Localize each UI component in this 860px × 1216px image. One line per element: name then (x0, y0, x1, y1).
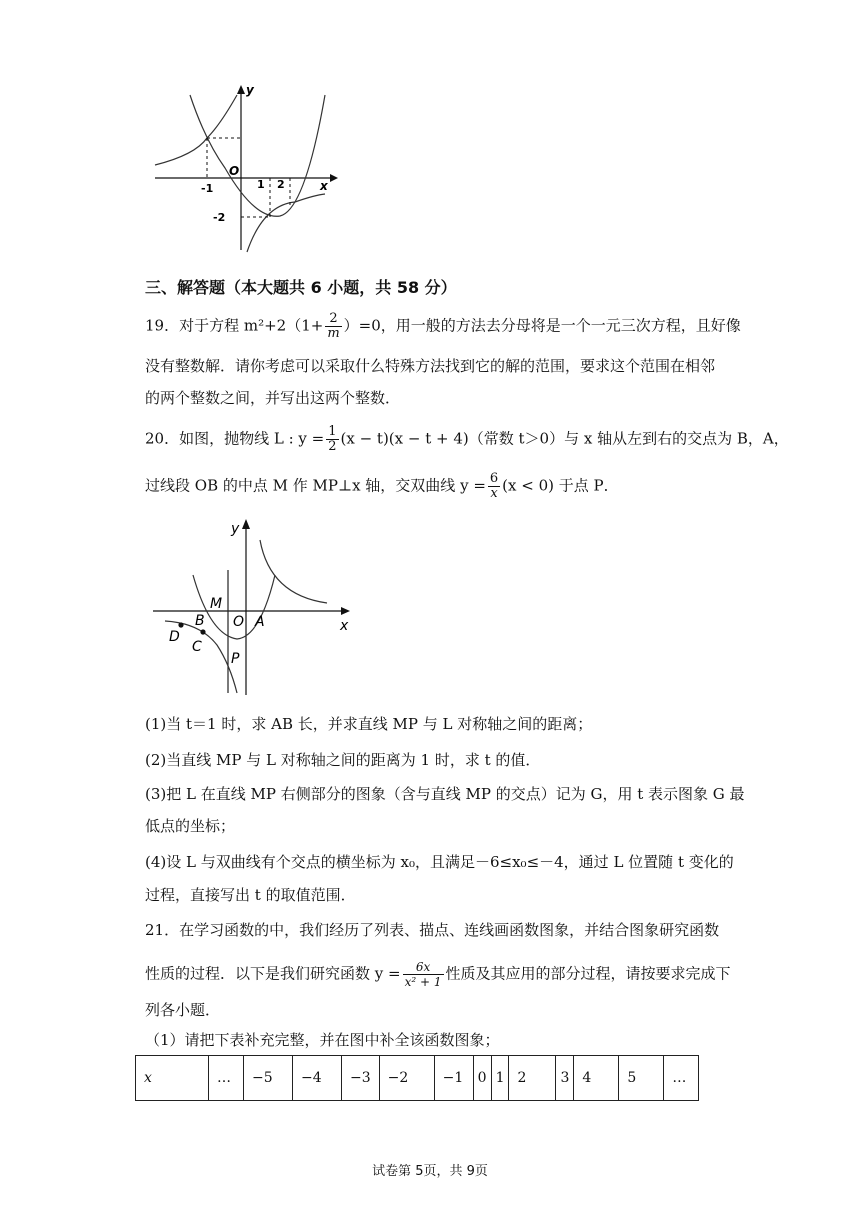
value-table (135, 1055, 699, 1101)
x-axis-arrow (341, 607, 350, 615)
graph1-tick-2: 2 (277, 178, 285, 191)
q19-line-1: 19．对于方程 m²+2（1+ $\frac{2}{m}$ ）=0，用一般的方法去分母将是一个一元三次方程，且好像 (145, 311, 741, 341)
q20-part-4-line-2: 过程，直接写出 t 的取值范围． (145, 886, 356, 904)
graph1-x-label: x (320, 179, 328, 193)
point-c (200, 629, 205, 634)
q20-fraction-1: $\frac{1}{2}$ (328, 424, 337, 454)
section-title: 三、解答题（本大题共 6 小题，共 58 分） (145, 278, 457, 297)
table-cell: −5 (244, 1056, 293, 1101)
parabola-curve (190, 95, 325, 216)
table-cell: 4 (574, 1056, 619, 1101)
graph2-label-c: C (192, 639, 202, 655)
graph2-label-o: O (233, 614, 245, 630)
table-cell: −1 (434, 1056, 473, 1101)
x-axis-arrow (330, 174, 338, 182)
table-cell: … (664, 1056, 699, 1101)
q21-line-3: 列各小题． (145, 1001, 221, 1019)
q19-fraction: $\frac{2}{m}$ (327, 311, 340, 341)
table-cell: 2 (509, 1056, 556, 1101)
table-cell: … (209, 1056, 244, 1101)
graph2-y-label: y (231, 521, 240, 537)
graph1-tick-neg2: -2 (213, 211, 226, 224)
table-cell: 0 (473, 1056, 491, 1101)
table-cell: x (136, 1056, 209, 1101)
graph2-label-a: A (255, 614, 265, 630)
table-cell: −2 (379, 1056, 434, 1101)
q20-part-3-line-1: (3)把 L 在直线 MP 右侧部分的图象（含与直线 MP 的交点）记为 G，用 t 表示图象 G 最 (145, 785, 745, 803)
q20-part-2: (2)当直线 MP 与 L 对称轴之间的距离为 1 时，求 t 的值． (145, 751, 541, 769)
graph1-tick-1: 1 (257, 178, 265, 191)
function-graph-1 (145, 80, 345, 260)
q21-part-1: （1）请把下表补充完整，并在图中补全该函数图象； (145, 1031, 500, 1049)
q19-line-2: 没有整数解．请你考虑可以采取什么特殊方法找到它的解的范围，要求这个范围在相邻 (145, 357, 716, 375)
hyperbola-right-branch (247, 194, 325, 252)
graph2-label-m: M (210, 596, 223, 612)
q20-part-4-line-1: (4)设 L 与双曲线有个交点的横坐标为 x₀，且满足－6≤x₀≤－4，通过 L 位置随 t 变化的 (145, 853, 734, 871)
q20-part-3-line-2: 低点的坐标； (145, 817, 236, 835)
q20-line-2: 过线段 OB 的中点 M 作 MP⊥x 轴，交双曲线 y = $\frac{6}{x}$ (x < 0) 于点 P． (145, 471, 619, 501)
q21-line-1: 21．在学习函数的中，我们经历了列表、描点、连线画函数图象，并结合图象研究函数 (145, 921, 720, 939)
q20-line-1: 20．如图，抛物线 L : y = $\frac{1}{2}$ (x − t)(x − t + 4)（常数 t＞0）与 x 轴从左到右的交点为 B，A， (145, 424, 789, 454)
q20-part-1: (1)当 t＝1 时，求 AB 长，并求直线 MP 与 L 对称轴之间的距离； (145, 715, 593, 733)
graph1-tick-neg1: -1 (201, 182, 214, 195)
y-axis-arrow (237, 85, 245, 94)
q20-fraction-2: $\frac{6}{x}$ (489, 471, 499, 501)
hyperbola-left-branch (155, 95, 237, 165)
graph1-origin-label: O (229, 164, 240, 178)
page-footer: 试卷第 5页，共 9页 (372, 1164, 488, 1179)
q19-line-3: 的两个整数之间，并写出这两个整数． (145, 389, 401, 407)
function-graph-2 (145, 515, 365, 700)
table-cell: −3 (342, 1056, 380, 1101)
table-cell: 3 (556, 1056, 574, 1101)
table-cell: −4 (293, 1056, 342, 1101)
y-axis-arrow (242, 519, 250, 529)
table-row (136, 1056, 699, 1101)
graph2-label-p: P (231, 651, 240, 667)
graph2-label-b: B (195, 613, 205, 629)
table-cell: 1 (491, 1056, 509, 1101)
q21-line-2: 性质的过程．以下是我们研究函数 y = $\frac{6x}{\text{x² + 1}}$ 性质及其应用的部分过程，请按要求完成下 (145, 960, 731, 989)
point-d (178, 622, 183, 627)
table-cell: 5 (619, 1056, 664, 1101)
q21-fraction: $\frac{6x}{\text{x² + 1}}$ (404, 960, 442, 989)
graph1-y-label: y (246, 83, 254, 97)
graph2-x-label: x (340, 618, 349, 634)
graph2-label-d: D (169, 629, 180, 645)
